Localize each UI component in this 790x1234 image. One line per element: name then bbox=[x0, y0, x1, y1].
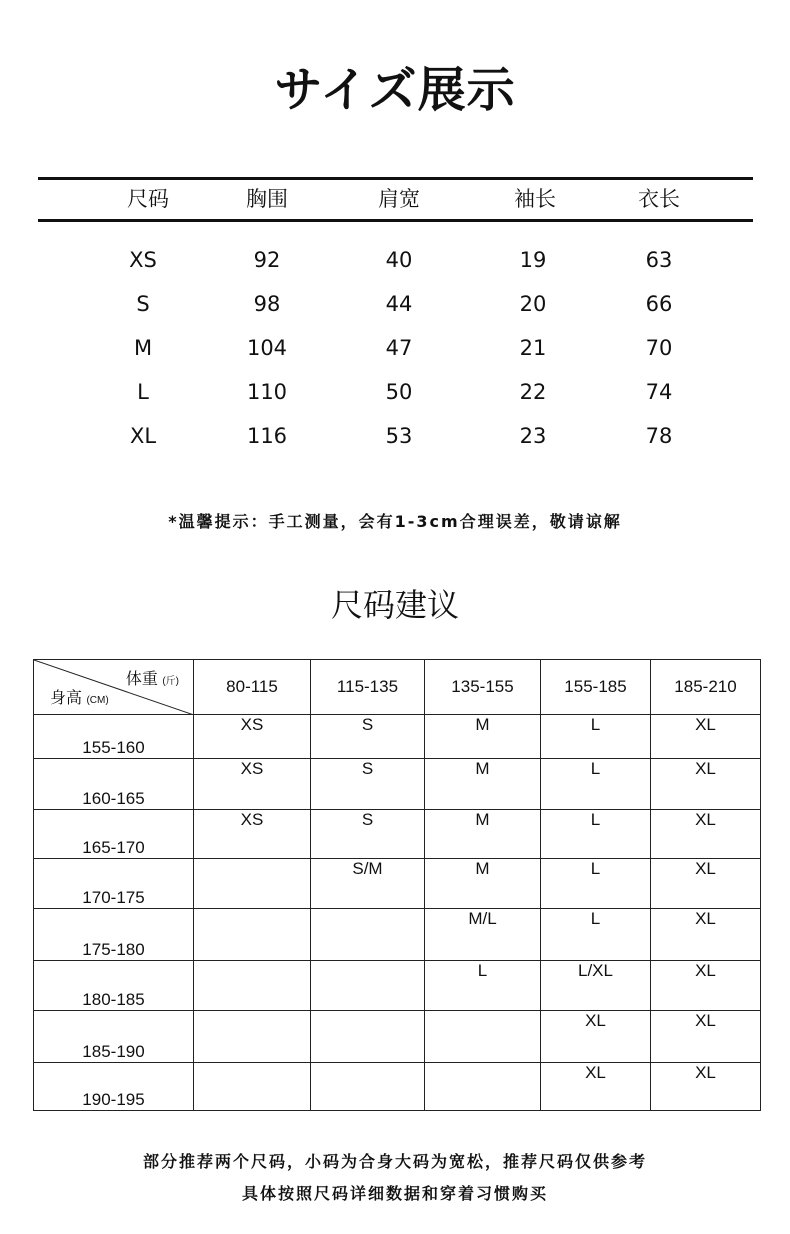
size-cell: 21 bbox=[519, 336, 547, 360]
recommended-size: L bbox=[541, 810, 651, 859]
weight-range: 155-185 bbox=[541, 660, 651, 715]
size-row bbox=[0, 333, 790, 363]
weight-range: 115-135 bbox=[311, 660, 425, 715]
weight-unit: (斤) bbox=[162, 676, 179, 687]
recommended-size: S/M bbox=[311, 859, 425, 909]
height-range: 180-185 bbox=[34, 961, 194, 1011]
recommended-size: XL bbox=[651, 909, 761, 961]
size-cell: L bbox=[137, 380, 149, 404]
recommended-size bbox=[311, 961, 425, 1011]
size-table-header bbox=[0, 184, 790, 218]
recommended-size: XL bbox=[651, 859, 761, 909]
size-cell: 63 bbox=[645, 248, 673, 272]
advice-row bbox=[34, 961, 761, 1011]
recommended-size: S bbox=[311, 759, 425, 810]
recommended-size: L bbox=[541, 859, 651, 909]
size-cell: 116 bbox=[246, 424, 288, 448]
size-cell: 66 bbox=[645, 292, 673, 316]
size-cell: M bbox=[133, 336, 153, 360]
header-length: 衣长 bbox=[638, 187, 680, 211]
size-cell: 47 bbox=[385, 336, 413, 360]
weight-range: 80-115 bbox=[194, 660, 311, 715]
table-top-rule bbox=[38, 177, 753, 180]
recommended-size: L bbox=[425, 961, 541, 1011]
size-cell: 98 bbox=[253, 292, 281, 316]
recommended-size bbox=[194, 961, 311, 1011]
recommended-size bbox=[194, 1011, 311, 1063]
size-row bbox=[0, 245, 790, 275]
weight-range: 135-155 bbox=[425, 660, 541, 715]
recommended-size bbox=[311, 1011, 425, 1063]
size-cell: 22 bbox=[519, 380, 547, 404]
recommended-size: XL bbox=[651, 810, 761, 859]
recommended-size: M/L bbox=[425, 909, 541, 961]
recommended-size: L/XL bbox=[541, 961, 651, 1011]
recommended-size: M bbox=[425, 759, 541, 810]
recommended-size bbox=[194, 909, 311, 961]
recommended-size: XL bbox=[541, 1063, 651, 1111]
size-cell: 23 bbox=[519, 424, 547, 448]
header-sleeve: 袖长 bbox=[514, 187, 556, 211]
size-cell: 74 bbox=[645, 380, 673, 404]
size-cell: 92 bbox=[253, 248, 281, 272]
recommended-size bbox=[194, 1063, 311, 1111]
weight-label: 体重 (斤) bbox=[125, 671, 179, 688]
height-range: 190-195 bbox=[34, 1063, 194, 1111]
advice-row bbox=[34, 1011, 761, 1063]
recommended-size: L bbox=[541, 759, 651, 810]
recommended-size: XL bbox=[651, 715, 761, 759]
recommended-size bbox=[311, 909, 425, 961]
size-cell: 104 bbox=[246, 336, 288, 360]
recommended-size: XS bbox=[194, 715, 311, 759]
size-row bbox=[0, 377, 790, 407]
height-label: 身高 (CM) bbox=[50, 690, 109, 707]
header-size: 尺码 bbox=[127, 187, 169, 211]
corner-cell bbox=[34, 660, 194, 715]
size-cell: XL bbox=[129, 424, 157, 448]
advice-row bbox=[34, 1063, 761, 1111]
height-range: 155-160 bbox=[34, 715, 194, 759]
recommended-size: XL bbox=[651, 759, 761, 810]
size-advice-title: 尺码建议 bbox=[330, 586, 459, 624]
advice-row bbox=[34, 810, 761, 859]
advice-row bbox=[34, 715, 761, 759]
recommended-size: XL bbox=[651, 961, 761, 1011]
recommended-size: L bbox=[541, 715, 651, 759]
weight-header-row bbox=[34, 660, 761, 715]
advice-row bbox=[34, 859, 761, 909]
size-row bbox=[0, 289, 790, 319]
recommended-size: XL bbox=[541, 1011, 651, 1063]
size-advice-table bbox=[33, 659, 761, 1111]
weight-range: 185-210 bbox=[651, 660, 761, 715]
size-cell: 19 bbox=[519, 248, 547, 272]
header-chest: 胸围 bbox=[246, 187, 288, 211]
header-shoulder: 肩宽 bbox=[378, 187, 420, 211]
size-cell: 110 bbox=[246, 380, 288, 404]
size-cell: 44 bbox=[385, 292, 413, 316]
recommended-size: M bbox=[425, 810, 541, 859]
measurement-note: *温馨提示：手工测量，会有1-3cm合理误差，敬请谅解 bbox=[168, 512, 622, 531]
size-cell: S bbox=[136, 292, 150, 316]
height-unit: (CM) bbox=[86, 695, 109, 706]
footer-line-1: 部分推荐两个尺码，小码为合身大码为宽松，推荐尺码仅供参考 bbox=[142, 1152, 647, 1171]
size-cell: 78 bbox=[645, 424, 673, 448]
size-cell: XS bbox=[129, 248, 157, 272]
recommended-size bbox=[194, 859, 311, 909]
size-display-title: サイズ展示 bbox=[274, 62, 516, 118]
recommended-size: XL bbox=[651, 1011, 761, 1063]
recommended-size: XS bbox=[194, 810, 311, 859]
recommended-size bbox=[425, 1011, 541, 1063]
size-cell: 20 bbox=[519, 292, 547, 316]
size-cell: 40 bbox=[385, 248, 413, 272]
recommended-size: XL bbox=[651, 1063, 761, 1111]
size-cell: 53 bbox=[385, 424, 413, 448]
height-range: 170-175 bbox=[34, 859, 194, 909]
size-cell: 50 bbox=[385, 380, 413, 404]
recommended-size: M bbox=[425, 715, 541, 759]
footer-line-2: 具体按照尺码详细数据和穿着习惯购买 bbox=[241, 1184, 548, 1203]
recommended-size: L bbox=[541, 909, 651, 961]
advice-row bbox=[34, 759, 761, 810]
table-header-rule bbox=[38, 219, 753, 222]
height-range: 160-165 bbox=[34, 759, 194, 810]
recommended-size bbox=[425, 1063, 541, 1111]
height-range: 185-190 bbox=[34, 1011, 194, 1063]
recommended-size: XS bbox=[194, 759, 311, 810]
recommended-size bbox=[311, 1063, 425, 1111]
size-cell: 70 bbox=[645, 336, 673, 360]
recommended-size: S bbox=[311, 715, 425, 759]
size-row bbox=[0, 421, 790, 451]
height-range: 175-180 bbox=[34, 909, 194, 961]
recommended-size: S bbox=[311, 810, 425, 859]
advice-row bbox=[34, 909, 761, 961]
recommended-size: M bbox=[425, 859, 541, 909]
height-range: 165-170 bbox=[34, 810, 194, 859]
